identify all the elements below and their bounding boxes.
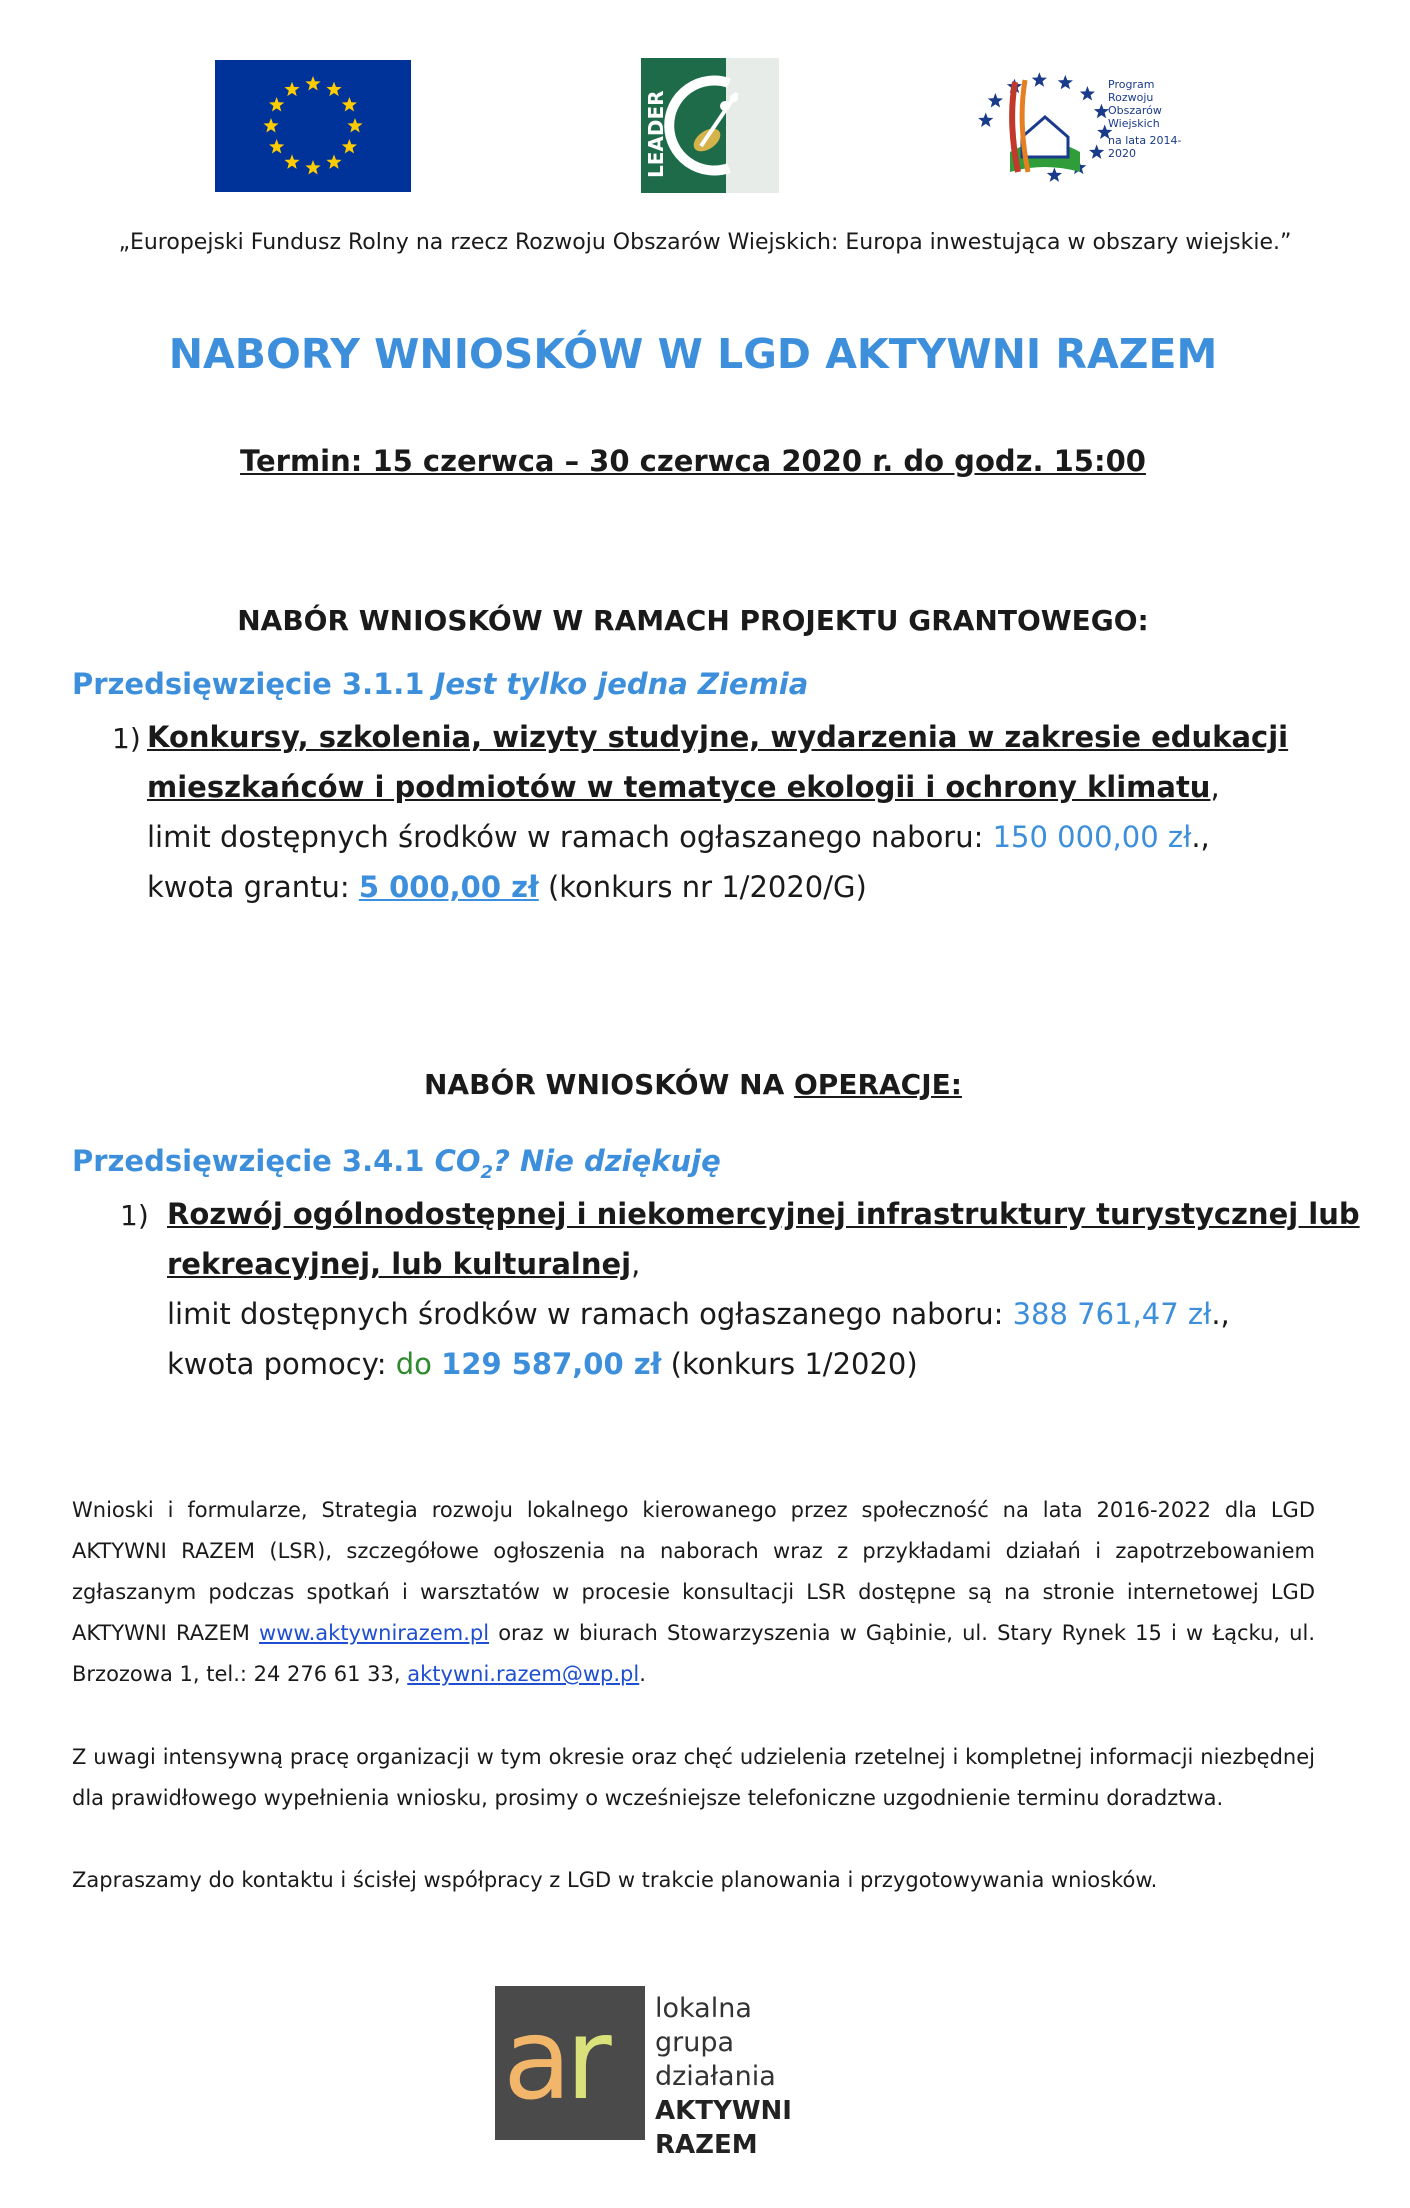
list-item-operation: Rozwój ogólnodostępnej i niekomercyjnej infrastruktury turystycznej lub rekreacyjnej, lub kulturalnej, limit dostępnych środków w ramach ogłaszanego naboru: 388 761,47 zł., kwota pomocy: do 129 587,00 zł (konkurs 1/2020) [167, 1189, 1367, 1389]
lgd-name: AKTYWNI RAZEM [655, 2096, 792, 2160]
email-link[interactable]: aktywni.razem@wp.pl [407, 1662, 640, 1686]
limit-line: limit dostępnych środków w ramach ogłaszanego naboru: 388 761,47 zł., [167, 1297, 1230, 1331]
aid-amount: 129 587,00 zł [441, 1347, 662, 1381]
prow-star [1089, 144, 1104, 158]
prow-star [1094, 104, 1109, 118]
info-paragraph: Wnioski i formularze, Strategia rozwoju lokalnego kierowanego przez społeczność na lata 2016-2022 dla LGD AKTYWNI RAZEM (LSR), szczegółowe ogłoszenia na naborach wraz z przykładami działań i zapotrzebowaniem zgłaszanym podczas spotkań i warsztatów w procesie konsultacji LSR dostępne są na stronie internetowej LGD AKTYWNI RAZEM www.aktywnirazem.pl oraz w biurach Stowarzyszenia w Gąbinie, ul. Stary Rynek 15 i w Łącku, ul. Brzozowa 1, tel.: 24 276 61 33, aktywni.razem@wp.pl. [72, 1498, 1315, 1686]
prow-star [978, 112, 993, 126]
lgd-logo-text: lokalna grupa działania AKTYWNI RAZEM [655, 1992, 895, 2162]
lgd-logo [495, 1986, 895, 2160]
list-item-grant: Konkursy, szkolenia, wizyty studyjne, wydarzenia w zakresie edukacji mieszkańców i podmiotów w tematyce ekologii i ochrony klimatu, limit dostępnych środków w ramach ogłaszanego naboru: 150 000,00 zł., kwota grantu: 5 000,00 zł (konkurs nr 1/2020/G) [147, 712, 1347, 912]
limit-line: limit dostępnych środków w ramach ogłaszanego naboru: 150 000,00 zł., [147, 820, 1210, 854]
project-title-3-4-1 [72, 1144, 721, 1183]
prow-star [1058, 75, 1073, 89]
amount-line: kwota pomocy: do 129 587,00 zł (konkurs 1/2020) [167, 1347, 918, 1381]
website-link[interactable]: www.aktywnirazem.pl [259, 1621, 490, 1645]
section-heading-operations: NABÓR WNIOSKÓW NA OPERACJE: [424, 1068, 962, 1101]
ar-logo-mark [495, 1986, 645, 2140]
item-title: rekreacyjnej, lub kulturalnej [167, 1247, 632, 1281]
section-heading-grant: NABÓR WNIOSKÓW W RAMACH PROJEKTU GRANTOWEGO: [237, 604, 1149, 637]
project-title-3-1-1 [72, 667, 808, 701]
project-number: Przedsięwzięcie 3.4.1 [72, 1144, 425, 1178]
eu-flag-icon [215, 60, 411, 192]
eafrd-quote: „Europejski Fundusz Rolny na rzecz Rozwoju Obszarów Wiejskich: Europa inwestująca w obszary wiejskie.” [118, 230, 1292, 255]
item-number: 1) [112, 722, 141, 755]
limit-value: 388 761,47 zł [1012, 1297, 1212, 1331]
project-name: Jest tylko jedna Ziemia [434, 667, 809, 701]
prow-star [1032, 72, 1047, 86]
project-name: $CO_2$? Nie dziękuję [434, 1144, 721, 1183]
grant-amount: 5 000,00 zł [358, 870, 539, 904]
item-number: 1) [120, 1199, 149, 1232]
item-title: mieszkańców i podmiotów w tematyce ekologii i ochrony klimatu [147, 770, 1211, 804]
invitation-paragraph: Zapraszamy do kontaktu i ścisłej współpracy z LGD w trakcie planowania i przygotowywania wniosków. [72, 1868, 1158, 1892]
prow-star [988, 93, 1003, 107]
prow-logo-icon [960, 62, 1200, 190]
prow-star [1047, 167, 1062, 181]
page-title: NABORY WNIOSKÓW W LGD AKTYWNI RAZEM [168, 330, 1218, 378]
item-title: Konkursy, szkolenia, wizyty studyjne, wydarzenia w zakresie edukacji [147, 720, 1289, 754]
deadline: Termin: 15 czerwca – 30 czerwca 2020 r. do godz. 15:00 [240, 444, 1146, 478]
advice-paragraph: Z uwagi intensywną pracę organizacji w tym okresie oraz chęć udzielenia rzetelnej i kompletnej informacji niezbędnej dla prawidłowego wypełnienia wniosku, prosimy o wcześniejsze telefoniczne uzgodnienie terminu doradztwa. [72, 1745, 1315, 1810]
ar-mark-text: ar [503, 1995, 606, 2125]
item-title: Rozwój ogólnodostępnej i niekomercyjnej infrastruktury turystycznej lub [167, 1197, 1360, 1231]
project-number: Przedsięwzięcie 3.1.1 [72, 667, 425, 701]
leader-logo-icon [641, 58, 779, 193]
limit-value: 150 000,00 zł [992, 820, 1192, 854]
prow-star [1080, 86, 1095, 100]
amount-line: kwota grantu: 5 000,00 zł (konkurs nr 1/2020/G) [147, 870, 867, 904]
leader-logo-text: LEADER [644, 90, 668, 178]
prow-logo-text: Program Rozwoju Obszarów Wiejskich na lata 2014-2020 [1108, 78, 1182, 160]
